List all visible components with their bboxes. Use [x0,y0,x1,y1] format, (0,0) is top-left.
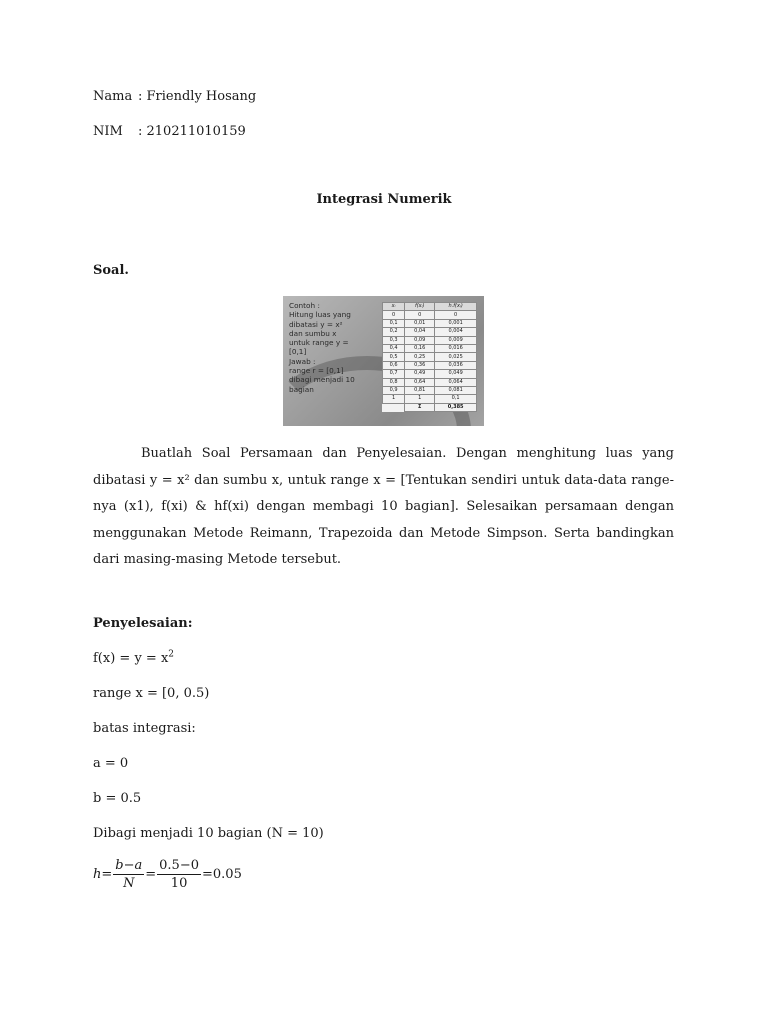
table-cell: 0,064 [435,378,477,386]
table-row [383,378,477,386]
fraction-numerator: b−a [115,858,143,873]
figure-line: Contoh : [289,301,320,310]
n-line: Dibagi menjadi 10 bagian (N = 10) [93,826,324,841]
name-label: Nama [93,89,133,104]
table-cell: 0,25 [405,353,435,361]
table-cell: 0,036 [435,361,477,369]
table-total-row [383,403,477,411]
fraction-denominator: 10 [170,876,188,891]
batas-line: batas integrasi: [93,721,196,736]
table-cell: 0,001 [435,319,477,327]
total-symbol: Σ [405,403,435,411]
function-line [93,650,174,668]
table-cell: 1 [405,395,435,403]
figure-table [382,302,477,412]
table-cell: 0,09 [405,336,435,344]
table-cell: 0,8 [383,378,405,386]
figure-line: dibatasi y = x² [289,319,343,329]
table-cell: 0,16 [405,344,435,352]
h-result: 0.05 [212,867,242,882]
table-cell: 0,2 [383,328,405,336]
table-cell: 1 [383,395,405,403]
table-row [383,370,477,378]
table-cell: 0,64 [405,378,435,386]
table-row [383,353,477,361]
table-row [383,361,477,369]
table-cell: 0,016 [435,344,477,352]
figure-text [289,301,355,394]
table-cell: 0,3 [383,336,405,344]
b-line: b = 0.5 [93,791,142,806]
fraction-numerator: 0.5−0 [159,858,199,873]
table-row [383,319,477,327]
table-cell: 0,049 [435,370,477,378]
table-cell: 0 [435,311,477,319]
total-value: 0,385 [435,403,477,411]
table-header: h.f(xᵢ) [435,303,477,311]
table-cell: 0,025 [435,353,477,361]
table-row [383,336,477,344]
figure-line: [0,1] [289,347,307,357]
table-cell: 0,81 [405,386,435,394]
table-cell: 0,49 [405,370,435,378]
table-cell: 0,9 [383,386,405,394]
table-cell: 0,7 [383,370,405,378]
table-header-row [383,303,477,311]
table-row [383,311,477,319]
table-cell: 0,1 [383,319,405,327]
figure-line: untuk range y = [289,338,349,348]
table-row [383,395,477,403]
nim-label: NIM [93,124,123,139]
soal-heading: Soal. [93,263,129,278]
table-cell: 0,009 [435,336,477,344]
table-row [383,386,477,394]
name-value: : Friendly Hosang [138,89,257,104]
table-cell: 0,01 [405,319,435,327]
h-formula: h= $\frac{b-a}{N}$ = $\frac{0.5-0}{10}$ =0.05 [93,858,242,891]
function-exponent: 2 [168,649,175,660]
instruction-paragraph: Buatlah Soal Persamaan dan Penyelesaian. Dengan menghitung luas yang dibatasi y = x² dan sumbu x, untuk range x = [Tentukan sendiri untuk data-data range-nya (x1), f(xi) & hf(xi) dengan membagi 10 bagian]. Selesaikan persamaan dengan menggunakan Metode Reimann, Trapezoida dan Metode Simpson. Serta bandingkan dari masing-masing Metode tersebut. [93,446,674,567]
solution-heading: Penyelesaian: [93,616,193,631]
table-header: f(xᵢ) [405,303,435,311]
fraction-symbolic [113,857,144,892]
figure-line: dan sumbu x [289,328,337,338]
name-line [93,88,256,106]
table-cell: 0 [383,311,405,319]
range-line: range x = [0, 0.5) [93,686,210,701]
table-cell: 0,4 [383,344,405,352]
figure-line: range r = [0,1] [289,366,344,376]
figure-line: Jawab : [289,356,316,366]
table-cell: 0,6 [383,361,405,369]
table-header: xᵢ [383,303,405,311]
table-cell: 0 [405,311,435,319]
fraction-numeric [157,857,201,892]
h-symbol: h [93,867,102,882]
table-cell: 0,1 [435,395,477,403]
nim-line [93,123,246,141]
table-cell: 0,004 [435,328,477,336]
table-cell: 0,081 [435,386,477,394]
nim-value: : 210211010159 [138,124,246,139]
table-cell: 0,5 [383,353,405,361]
document-title: Integrasi Numerik [316,192,452,207]
table-cell: 0,04 [405,328,435,336]
function-text: f(x) = y = x [93,651,169,666]
example-figure [283,296,484,426]
figure-line: bagian [289,384,314,394]
figure-line: dibagi menjadi 10 [289,375,355,385]
a-line: a = 0 [93,756,129,771]
figure-line: Hitung luas yang [289,310,351,320]
table-row [383,328,477,336]
table-row [383,344,477,352]
table-cell: 0,36 [405,361,435,369]
fraction-denominator: N [123,876,135,891]
